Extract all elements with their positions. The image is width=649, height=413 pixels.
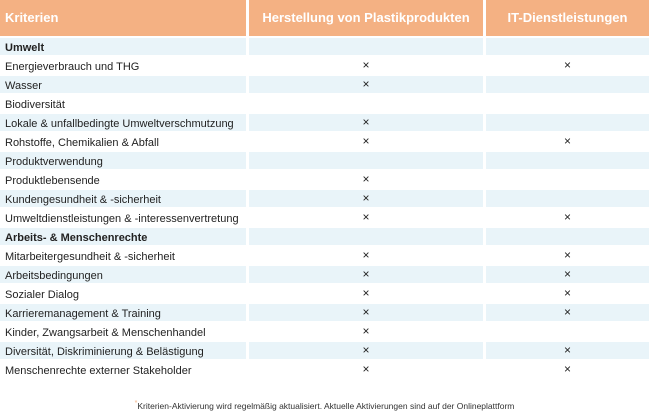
- cross-mark-icon: ×: [362, 191, 370, 205]
- mark-cell-it: [486, 340, 649, 359]
- footnote-marker: *: [134, 400, 138, 407]
- criterion-label: Rohstoffe, Chemikalien & Abfall: [0, 131, 249, 150]
- mark-cell-plastik: [249, 169, 486, 188]
- mark-cell-it: [486, 150, 649, 169]
- mark-cell-plastik: [249, 112, 486, 131]
- cross-mark-icon: ×: [362, 286, 370, 300]
- table-row: [0, 283, 649, 302]
- mark-cell-plastik: [249, 207, 486, 226]
- mark-cell-it: [486, 321, 649, 340]
- mark-cell-plastik: [249, 55, 486, 74]
- cross-mark-icon: ×: [362, 134, 370, 148]
- mark-cell-plastik: [249, 321, 486, 340]
- mark-cell-it: [486, 302, 649, 321]
- criterion-label: Produktverwendung: [0, 150, 249, 169]
- criterion-label: Sozialer Dialog: [0, 283, 249, 302]
- table-row: [0, 340, 649, 359]
- cross-mark-icon: ×: [563, 305, 571, 319]
- mark-cell-plastik: [249, 245, 486, 264]
- mark-cell-plastik: [249, 340, 486, 359]
- mark-cell-it: [486, 283, 649, 302]
- mark-cell-it: [486, 55, 649, 74]
- cross-mark-icon: ×: [362, 58, 370, 72]
- footnote: [0, 398, 649, 412]
- mark-cell-it: [486, 74, 649, 93]
- criterion-label: Umweltdienstleistungen & -interessenvertretung: [0, 207, 249, 226]
- criterion-label: Diversität, Diskriminierung & Belästigung: [0, 340, 249, 359]
- mark-cell-plastik: [249, 74, 486, 93]
- cross-mark-icon: ×: [563, 362, 571, 376]
- mark-cell-it: [486, 93, 649, 112]
- mark-cell-it: [486, 169, 649, 188]
- criterion-label: Energieverbrauch und THG: [0, 55, 249, 74]
- header-kriterien: Kriterien: [0, 0, 249, 36]
- table-row: [0, 359, 649, 378]
- section-row: [0, 36, 649, 55]
- table-row: [0, 55, 649, 74]
- table-header-row: [0, 0, 649, 36]
- cross-mark-icon: ×: [362, 210, 370, 224]
- criterion-label: Wasser: [0, 74, 249, 93]
- criterion-label: Biodiversität: [0, 93, 249, 112]
- cross-mark-icon: ×: [362, 248, 370, 262]
- table-row: [0, 112, 649, 131]
- table-row: [0, 245, 649, 264]
- criterion-label: Produktlebensende: [0, 169, 249, 188]
- mark-cell-plastik: [249, 359, 486, 378]
- header-plastik: Herstellung von Plastikprodukten: [249, 0, 486, 36]
- cross-mark-icon: ×: [362, 343, 370, 357]
- cross-mark-icon: ×: [563, 58, 571, 72]
- table-row: [0, 207, 649, 226]
- criterion-label: Kundengesundheit & -sicherheit: [0, 188, 249, 207]
- cross-mark-icon: ×: [563, 286, 571, 300]
- cross-mark-icon: ×: [362, 362, 370, 376]
- table-row: [0, 150, 649, 169]
- cross-mark-icon: ×: [563, 267, 571, 281]
- mark-cell-it: [486, 112, 649, 131]
- mark-cell-it: [486, 226, 649, 245]
- criterion-label: Karrieremanagement & Training: [0, 302, 249, 321]
- mark-cell-plastik: [249, 36, 486, 55]
- cross-mark-icon: ×: [563, 134, 571, 148]
- mark-cell-it: [486, 36, 649, 55]
- cross-mark-icon: ×: [563, 248, 571, 262]
- mark-cell-it: [486, 207, 649, 226]
- mark-cell-it: [486, 359, 649, 378]
- criterion-label: Mitarbeitergesundheit & -sicherheit: [0, 245, 249, 264]
- table-row: [0, 302, 649, 321]
- cross-mark-icon: ×: [362, 305, 370, 319]
- cross-mark-icon: ×: [362, 172, 370, 186]
- cross-mark-icon: ×: [362, 77, 370, 91]
- mark-cell-it: [486, 264, 649, 283]
- table-row: [0, 93, 649, 112]
- table-row: [0, 169, 649, 188]
- header-it: IT-Dienstleistungen: [486, 0, 649, 36]
- mark-cell-plastik: [249, 226, 486, 245]
- section-row: [0, 226, 649, 245]
- table-row: [0, 264, 649, 283]
- criterion-label: Arbeitsbedingungen: [0, 264, 249, 283]
- section-label: Arbeits- & Menschenrechte: [0, 226, 249, 245]
- mark-cell-plastik: [249, 302, 486, 321]
- mark-cell-plastik: [249, 264, 486, 283]
- table-body: [0, 36, 649, 378]
- cross-mark-icon: ×: [362, 115, 370, 129]
- table-row: [0, 131, 649, 150]
- cross-mark-icon: ×: [362, 324, 370, 338]
- mark-cell-plastik: [249, 150, 486, 169]
- cross-mark-icon: ×: [362, 267, 370, 281]
- table-row: [0, 321, 649, 340]
- footnote-text: Kriterien-Aktivierung wird regelmäßig aktualisiert. Aktuelle Aktivierungen sind auf der Onlineplattform: [137, 400, 515, 411]
- table-row: [0, 188, 649, 207]
- criterion-label: Lokale & unfallbedingte Umweltverschmutzung: [0, 112, 249, 131]
- table-row: [0, 74, 649, 93]
- mark-cell-plastik: [249, 131, 486, 150]
- cross-mark-icon: ×: [563, 343, 571, 357]
- criterion-label: Kinder, Zwangsarbeit & Menschenhandel: [0, 321, 249, 340]
- mark-cell-plastik: [249, 188, 486, 207]
- mark-cell-it: [486, 188, 649, 207]
- mark-cell-it: [486, 245, 649, 264]
- criterion-label: Menschenrechte externer Stakeholder: [0, 359, 249, 378]
- mark-cell-plastik: [249, 283, 486, 302]
- mark-cell-it: [486, 131, 649, 150]
- section-label: Umwelt: [0, 36, 249, 55]
- mark-cell-plastik: [249, 93, 486, 112]
- cross-mark-icon: ×: [563, 210, 571, 224]
